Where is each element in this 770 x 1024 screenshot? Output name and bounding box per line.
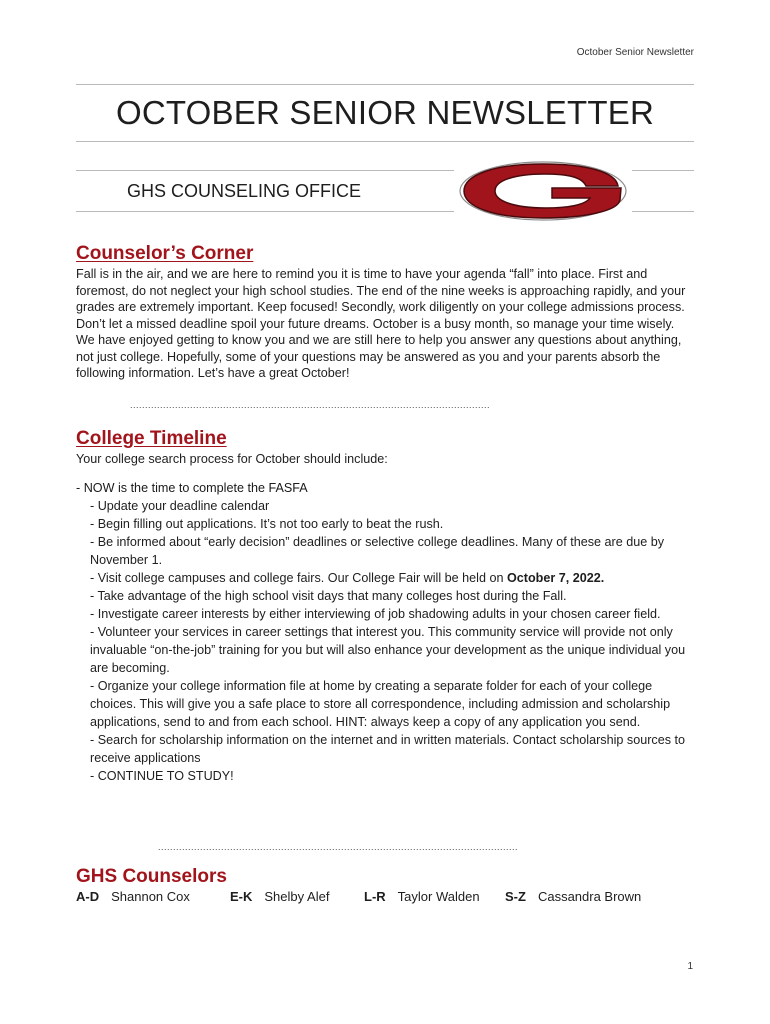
counselor-name: Shannon Cox	[111, 889, 190, 904]
section-divider: ........................................................................................................................	[130, 400, 491, 410]
title-top-rule	[76, 84, 694, 85]
ghs-counselors-heading: GHS Counselors	[76, 866, 227, 887]
counselors-corner-body: Fall is in the air, and we are here to remind you it is time to have your agenda “fall” into place. First and foremost, do not neglect your high school studies. The end of the nine weeks is approaching rapidly, and your grades are extremely important. Keep focused! Secondly, work diligently on your college admissions process. Don’t let a missed deadline spoil your future dreams. October is a busy month, so manage your time wisely. We have enjoyed getting to know you and we are still here to help you answer any questions about anything, not just college. Hopefully, some of your questions may be answered as you and your parents absorb the following information. Let’s have a great October!	[76, 267, 686, 380]
logo-top-rule	[632, 170, 694, 171]
page-number: 1	[687, 961, 693, 972]
alpha-range: S-Z	[505, 889, 526, 904]
timeline-first-item: - NOW is the time to complete the FASFA	[76, 481, 308, 495]
counselor-entry	[364, 889, 505, 904]
list-item	[90, 569, 695, 587]
college-timeline-heading: College Timeline	[76, 428, 227, 449]
list-item: - Investigate career interests by either interviewing of job shadowing adults in your chosen career field.	[90, 607, 661, 621]
subtitle-top-rule	[76, 170, 454, 171]
counselor-entry	[76, 889, 230, 904]
list-item-text: - Visit college campuses and college fairs. Our College Fair will be held on	[90, 571, 507, 585]
list-item: - Update your deadline calendar	[90, 499, 270, 513]
counselor-name: Taylor Walden	[397, 889, 480, 904]
school-g-logo	[458, 160, 628, 222]
page-title: OCTOBER SENIOR NEWSLETTER	[116, 94, 654, 131]
counselors-corner-heading: Counselor’s Corner	[76, 243, 254, 264]
counselor-list	[76, 889, 641, 904]
title-bottom-rule	[76, 141, 694, 142]
list-item: - Take advantage of the high school visit days that many colleges host during the Fall.	[90, 589, 567, 603]
counselor-entry	[505, 889, 641, 904]
section-divider: ........................................................................................................................	[158, 842, 519, 852]
college-fair-date: October 7, 2022.	[506, 571, 605, 585]
counselor-name: Shelby Alef	[264, 889, 330, 904]
list-item: - Organize your college information file at home by creating a separate folder for each of your college choices. This will give you a safe place to store all correspondence, including admission and scholarship applications, send to and from each school. HINT: always keep a copy of any application you send.	[90, 679, 671, 729]
running-header: October Senior Newsletter	[576, 47, 694, 58]
alpha-range: L-R	[364, 889, 386, 904]
list-item: - CONTINUE TO STUDY!	[90, 769, 234, 783]
list-item: - Volunteer your services in career settings that interest you. This community service will provide not only invaluable “on-the-job” training for you but will also enhance your development as the unique individual you are becoming.	[90, 625, 686, 675]
college-timeline-intro: Your college search process for October should include:	[76, 452, 388, 466]
counselor-name: Cassandra Brown	[537, 889, 642, 904]
counselor-entry	[230, 889, 364, 904]
list-item: - Begin filling out applications. It’s not too early to beat the rush.	[90, 517, 444, 531]
timeline-list	[90, 497, 695, 785]
alpha-range: A-D	[76, 889, 100, 904]
list-item: - Be informed about “early decision” deadlines or selective college deadlines. Many of these are due by November 1.	[90, 535, 665, 567]
alpha-range: E-K	[230, 889, 253, 904]
subtitle-bottom-rule	[76, 211, 454, 212]
list-item: - Search for scholarship information on the internet and in written materials. Contact scholarship sources to receive applications	[90, 733, 685, 765]
logo-bottom-rule	[632, 211, 694, 212]
office-subtitle: GHS COUNSELING OFFICE	[127, 181, 362, 201]
